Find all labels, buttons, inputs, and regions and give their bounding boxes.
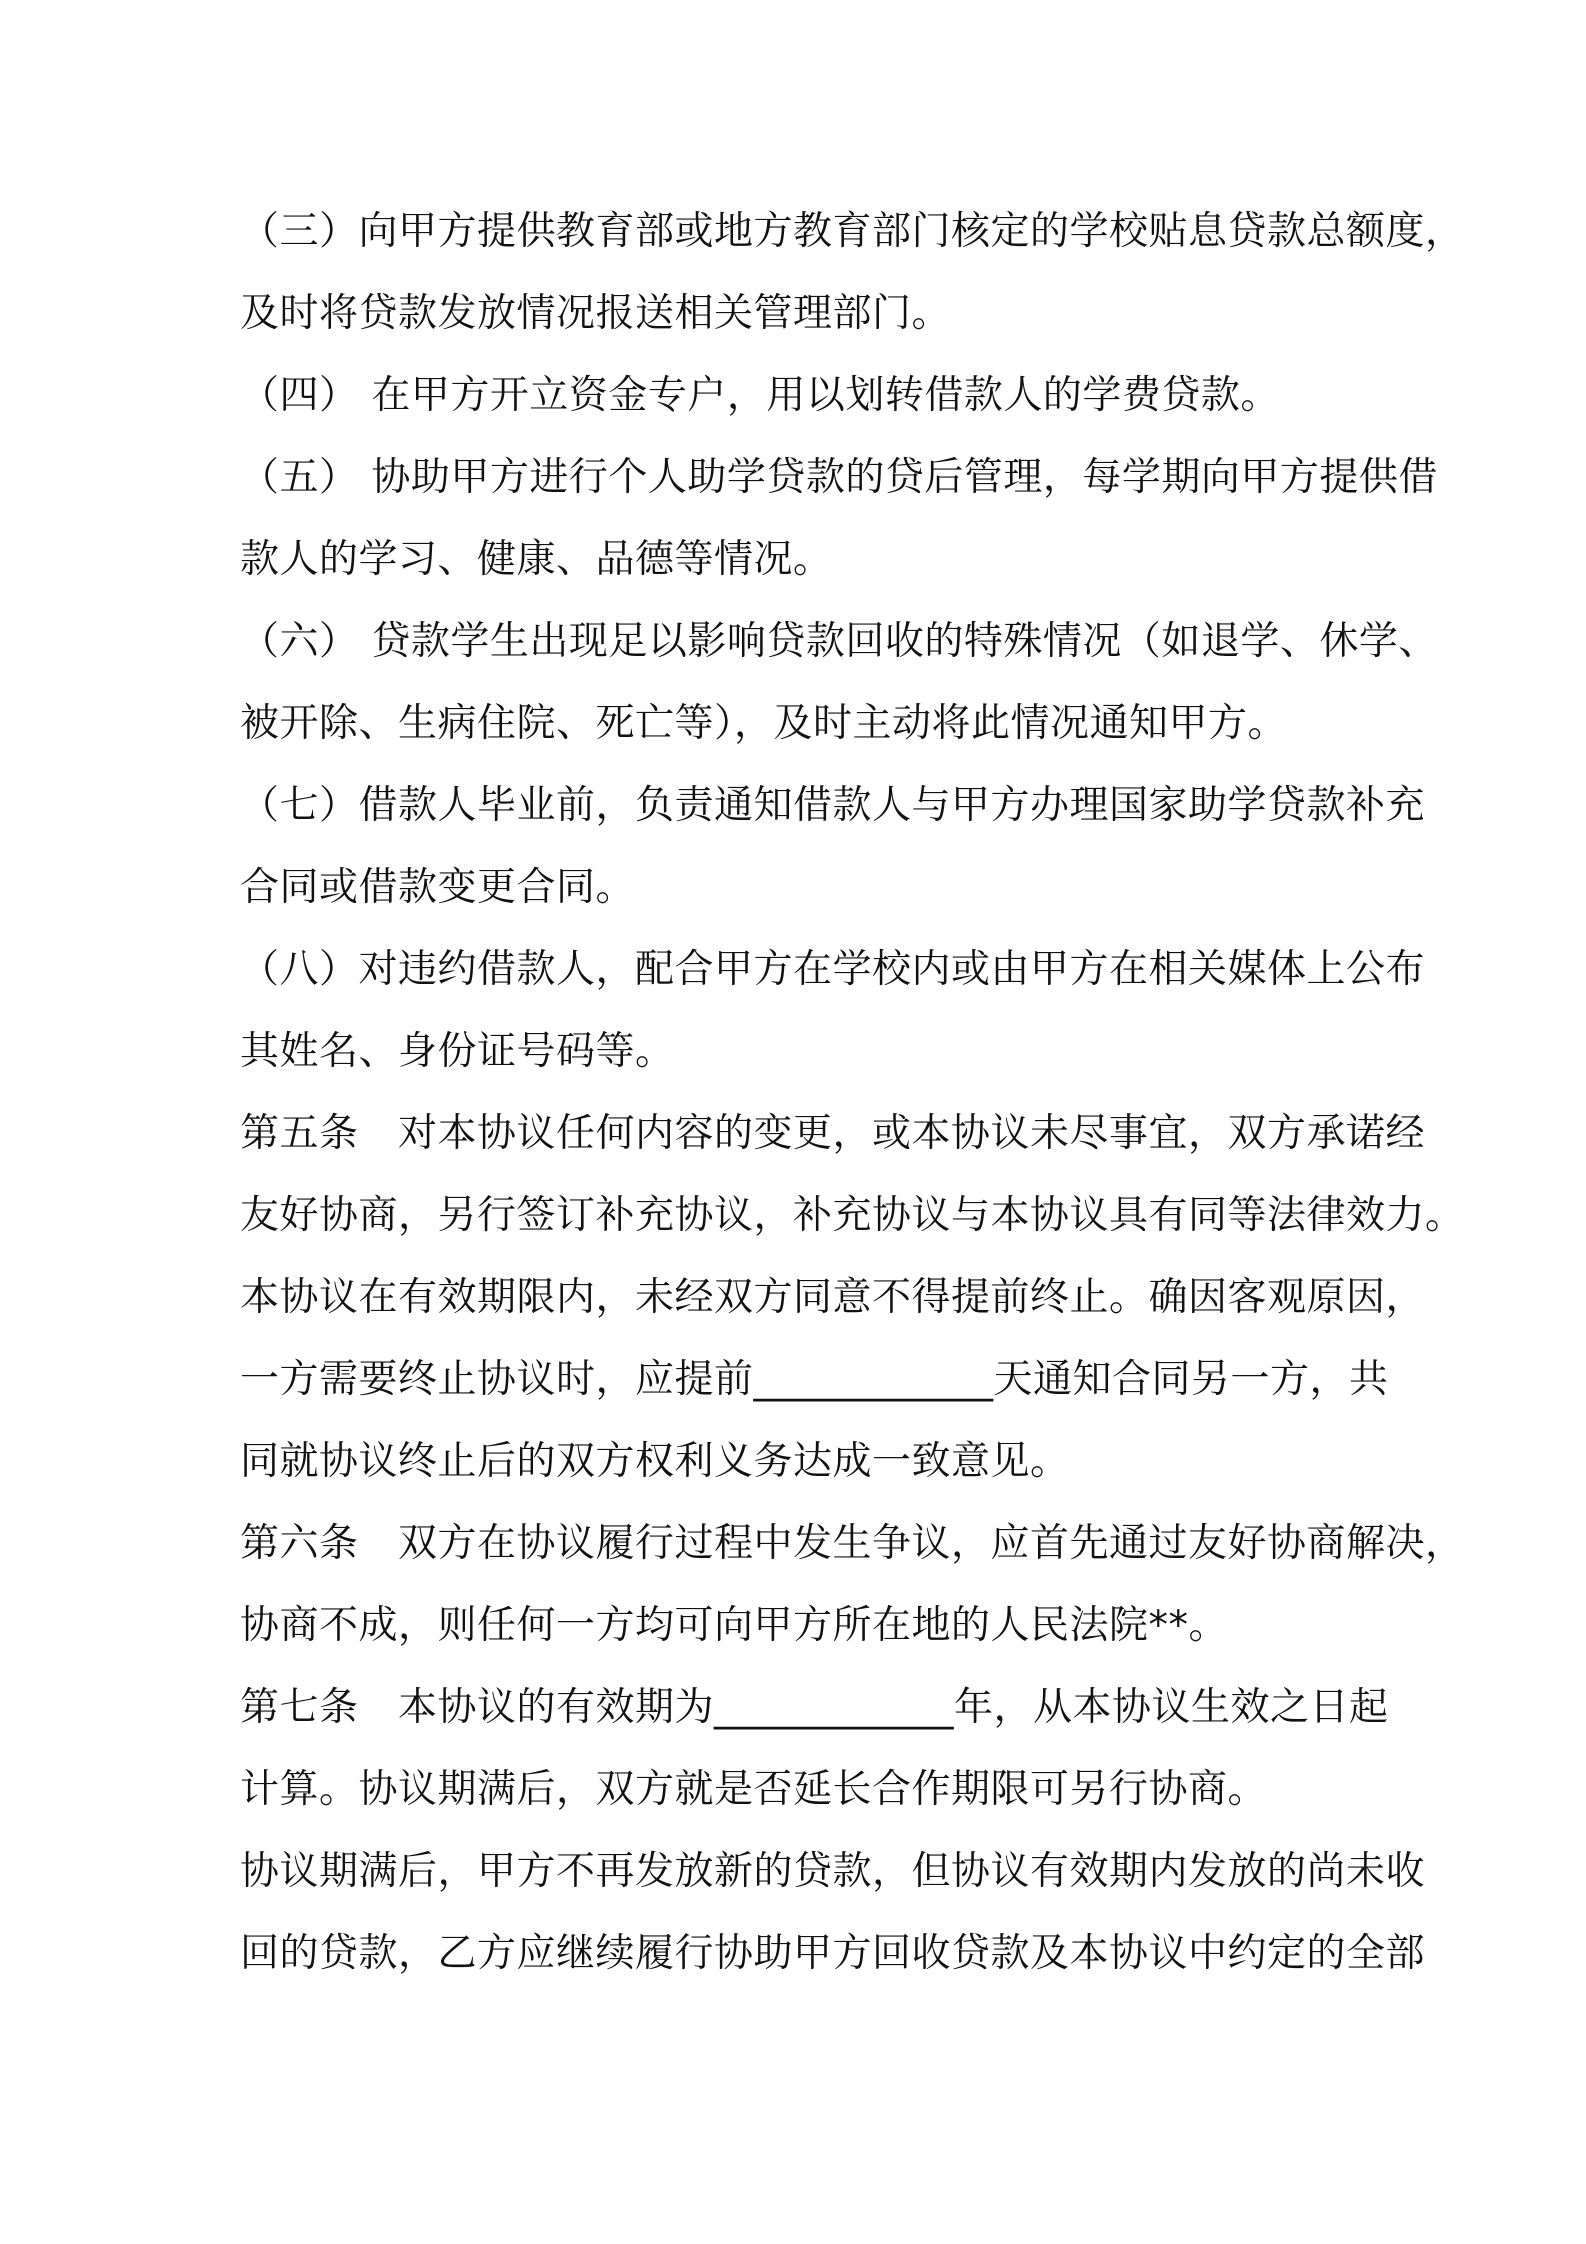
text-line: （三）向甲方提供教育部或地方教育部门核定的学校贴息贷款总额度， (240, 209, 1465, 254)
text-line: （八）对违约借款人，配合甲方在学校内或由甲方在相关媒体上公布 (240, 947, 1426, 992)
text-line: 第七条 本协议的有效期为____________年，从本协议生效之日起 (240, 1685, 1389, 1730)
text-line: 本协议在有效期限内，未经双方同意不得提前终止。确因客观原因， (240, 1275, 1426, 1320)
text-line: 计算。协议期满后，双方就是否延长合作期限可另行协商。 (240, 1767, 1268, 1812)
text-line: 及时将贷款发放情况报送相关管理部门。 (240, 291, 952, 336)
text-line: 一方需要终止协议时，应提前____________天通知合同另一方，共 (240, 1357, 1389, 1402)
text-line: 第五条 对本协议任何内容的变更，或本协议未尽事宜，双方承诺经 (240, 1111, 1426, 1156)
text-line: （七）借款人毕业前，负责通知借款人与甲方办理国家助学贷款补充 (240, 783, 1426, 828)
text-line: 友好协商，另行签订补充协议，补充协议与本协议具有同等法律效力。 (240, 1193, 1465, 1238)
text-line: （五） 协助甲方进行个人助学贷款的贷后管理，每学期向甲方提供借 (240, 455, 1438, 500)
text-line: 同就协议终止后的双方权利义务达成一致意见。 (240, 1439, 1070, 1484)
text-line: 合同或借款变更合同。 (240, 865, 636, 910)
text-line: （四） 在甲方开立资金专户，用以划转借款人的学费贷款。 (240, 373, 1280, 418)
text-line: 被开除、生病住院、死亡等），及时主动将此情况通知甲方。 (240, 701, 1288, 746)
text-line: 回的贷款，乙方应继续履行协助甲方回收贷款及本协议中约定的全部 (240, 1931, 1426, 1976)
text-line: 协商不成，则任何一方均可向甲方所在地的人民法院**。 (240, 1603, 1229, 1648)
text-line: 第六条 双方在协议履行过程中发生争议，应首先通过友好协商解决， (240, 1521, 1465, 1566)
text-line: （六） 贷款学生出现足以影响贷款回收的特殊情况（如退学、休学、 (240, 619, 1438, 664)
text-line: 其姓名、身份证号码等。 (240, 1029, 675, 1074)
text-line: 协议期满后，甲方不再发放新的贷款，但协议有效期内发放的尚未收 (240, 1849, 1426, 1894)
text-line: 款人的学习、健康、品德等情况。 (240, 537, 833, 582)
